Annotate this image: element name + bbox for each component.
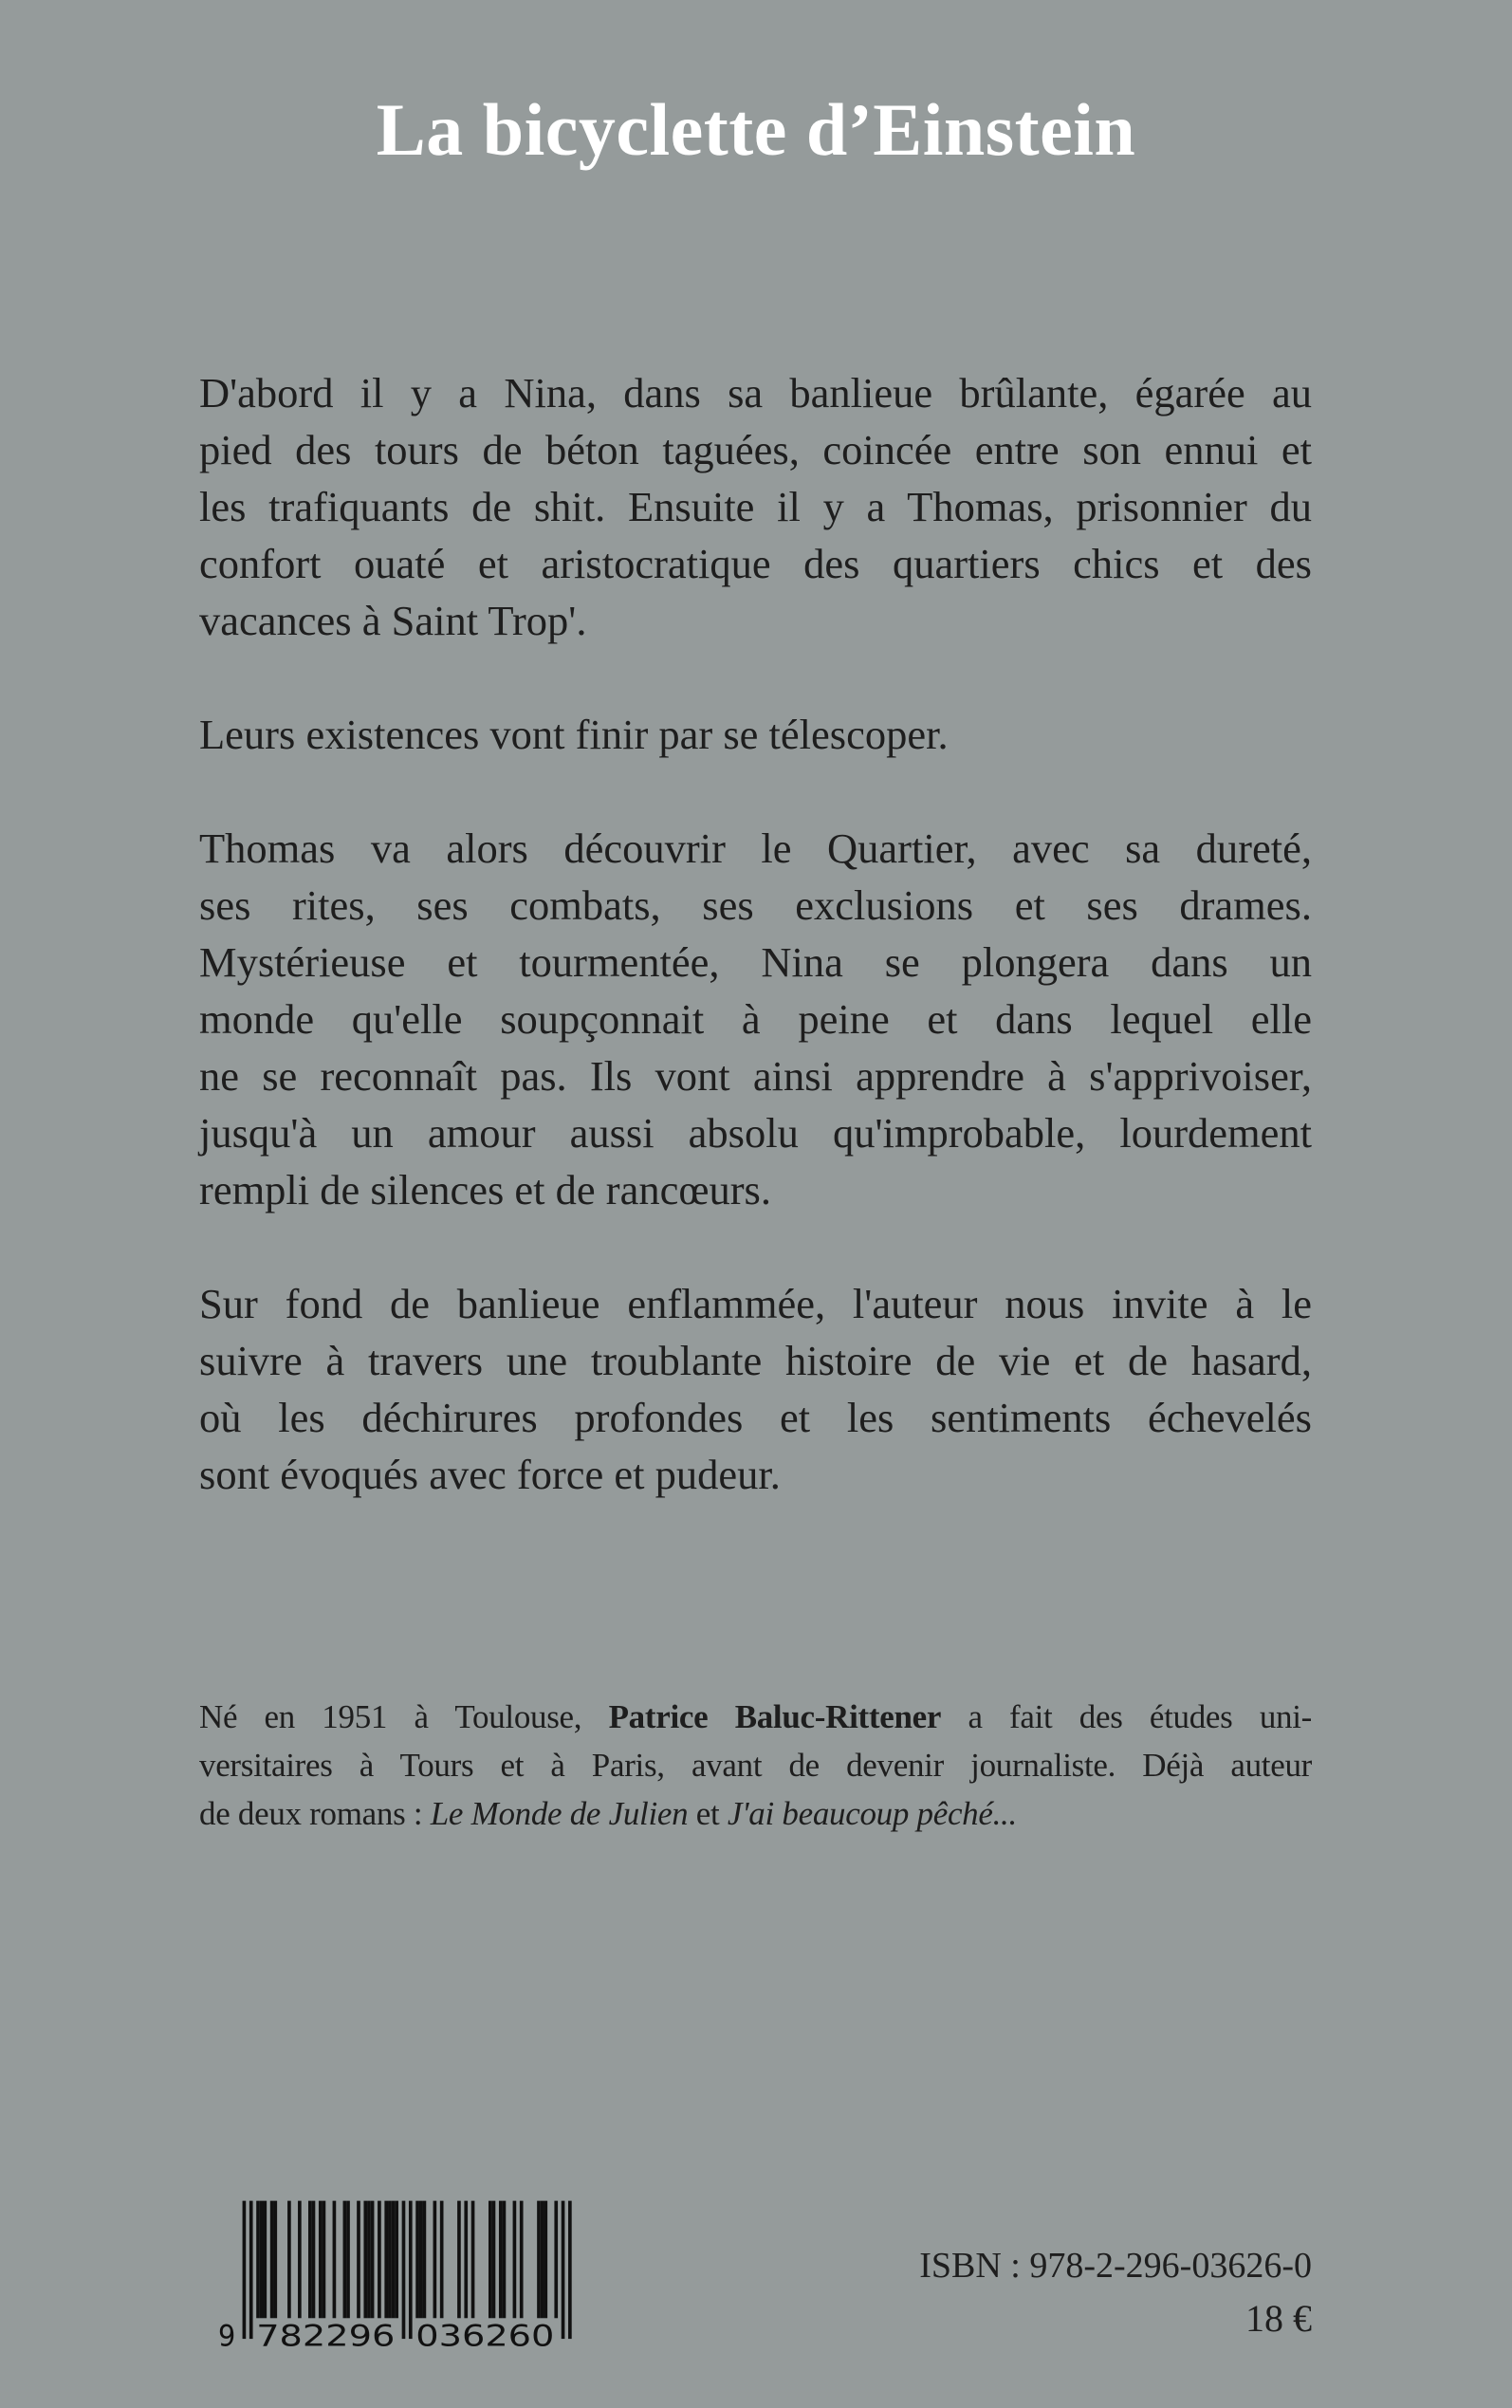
barcode-bar — [270, 2201, 274, 2319]
barcode-bar — [395, 2201, 398, 2319]
barcode-bar — [402, 2201, 406, 2339]
barcode-bar — [513, 2201, 517, 2319]
author-name: Patrice Baluc-Rittener — [608, 1698, 942, 1735]
barcode-bar — [363, 2201, 367, 2319]
blurb-line: suivre à travers une troublante histoire de vie et de hasard, — [199, 1337, 1312, 1384]
blurb-paragraph — [199, 820, 1312, 1218]
barcode-bar — [499, 2201, 503, 2319]
barcode-bar — [457, 2201, 461, 2319]
blurb-paragraph — [199, 364, 1312, 649]
barcode-bar — [489, 2201, 492, 2319]
barcode-digits: 782296 — [256, 2319, 396, 2349]
barcode-bar — [308, 2201, 312, 2319]
barcode-bar — [388, 2201, 392, 2319]
bio-text: et — [688, 1795, 728, 1832]
blurb-line: jusqu'à un amour aussi absolu qu'improbable, lourdement — [199, 1109, 1312, 1157]
barcode-bar — [298, 2201, 302, 2319]
barcode-bar — [568, 2201, 572, 2339]
barcode-bar — [503, 2201, 507, 2319]
book-title: La bicyclette d’Einstein — [376, 88, 1136, 171]
barcode-bar — [520, 2201, 524, 2319]
barcode-bar — [433, 2201, 437, 2319]
book-title-1: Le Monde de Julien — [430, 1795, 689, 1832]
barcode-bar — [312, 2201, 316, 2319]
barcode-bar — [249, 2201, 253, 2339]
blurb-line: Sur fond de banlieue enflammée, l'auteur nous invite à le — [199, 1280, 1312, 1327]
barcode-bar — [562, 2201, 565, 2339]
barcode-bar — [409, 2201, 413, 2339]
barcode-bar — [392, 2201, 396, 2319]
barcode-bar — [287, 2201, 291, 2319]
barcode-bar — [378, 2201, 381, 2319]
barcode-bar — [333, 2201, 337, 2319]
barcode-bar — [371, 2201, 375, 2319]
barcode-bar — [260, 2201, 264, 2319]
blurb-line: confort ouaté et aristocratique des quartiers chics et des — [199, 540, 1312, 587]
bio-text: Né en 1951 à Toulouse, — [199, 1698, 609, 1735]
bio-line-2: versitaires à Tours et à Paris, avant de devenir journaliste. Déjà auteur — [199, 1747, 1312, 1784]
blurb-line: vacances à Saint Trop'. — [199, 597, 587, 644]
barcode-bar — [367, 2201, 371, 2319]
back-cover-blurb — [199, 364, 1312, 1560]
bio-text: a fait des études uni- — [941, 1698, 1312, 1735]
price: 18 € — [1245, 2297, 1312, 2340]
blurb-line: monde qu'elle soupçonnait à peine et dans lequel elle — [199, 995, 1312, 1043]
barcode-bar — [357, 2201, 360, 2319]
barcode-bar — [544, 2201, 547, 2319]
barcode-digits: 9 — [218, 2319, 236, 2349]
blurb-line: pied des tours de béton taguées, coincée entre son ennui et — [199, 426, 1312, 473]
barcode-bar — [346, 2201, 350, 2319]
barcode-bar — [273, 2201, 277, 2319]
bio-line-3 — [199, 1789, 1312, 1838]
blurb-line: ses rites, ses combats, ses exclusions et ses drames. — [199, 881, 1312, 929]
blurb-line: ne se reconnaît pas. Ils vont ainsi apprendre à s'apprivoiser, — [199, 1052, 1312, 1100]
blurb-line: D'abord il y a Nina, dans sa banlieue brûlante, égarée au — [199, 369, 1312, 417]
barcode-bar — [343, 2201, 347, 2319]
barcode-bar — [554, 2201, 558, 2319]
blurb-line: Thomas va alors découvrir le Quartier, avec sa dureté, — [199, 824, 1312, 872]
barcode-bar — [537, 2201, 541, 2319]
barcode-bar — [323, 2201, 326, 2319]
author-bio — [199, 1693, 1312, 1838]
barcode-bar — [319, 2201, 323, 2319]
book-title-2: J'ai beaucoup pêché... — [727, 1795, 1017, 1832]
barcode-digits: 036260 — [415, 2319, 555, 2349]
isbn-barcode — [218, 2197, 579, 2349]
barcode-bar — [423, 2201, 427, 2319]
barcode-bar — [264, 2201, 267, 2319]
blurb-line: les trafiquants de shit. Ensuite il y a Thomas, prisonnier du — [199, 483, 1312, 530]
blurb-line: où les déchirures profondes et les sentiments échevelés — [199, 1394, 1312, 1441]
blurb-line: Leurs existences vont finir par se télescoper. — [199, 711, 949, 758]
barcode-bar — [492, 2201, 496, 2319]
blurb-line: sont évoqués avec force et pudeur. — [199, 1451, 781, 1498]
bio-text: de deux romans : — [199, 1795, 431, 1832]
bio-line-1 — [199, 1693, 1312, 1741]
barcode-bar — [464, 2201, 468, 2319]
blurb-line: Mystérieuse et tourmentée, Nina se plongera dans un — [199, 938, 1312, 986]
blurb-line: rempli de silences et de rancœurs. — [199, 1166, 771, 1213]
blurb-paragraph — [199, 1275, 1312, 1503]
barcode-bar — [471, 2201, 475, 2319]
barcode-bar — [440, 2201, 444, 2319]
blurb-paragraph — [199, 706, 1312, 763]
barcode-bar — [415, 2201, 419, 2319]
barcode-bar — [419, 2201, 423, 2319]
isbn-number: ISBN : 978-2-296-03626-0 — [919, 2246, 1312, 2286]
barcode-bar — [541, 2201, 544, 2319]
barcode-bar — [256, 2201, 260, 2319]
barcode-bar — [384, 2201, 388, 2319]
barcode-bar — [243, 2201, 247, 2339]
